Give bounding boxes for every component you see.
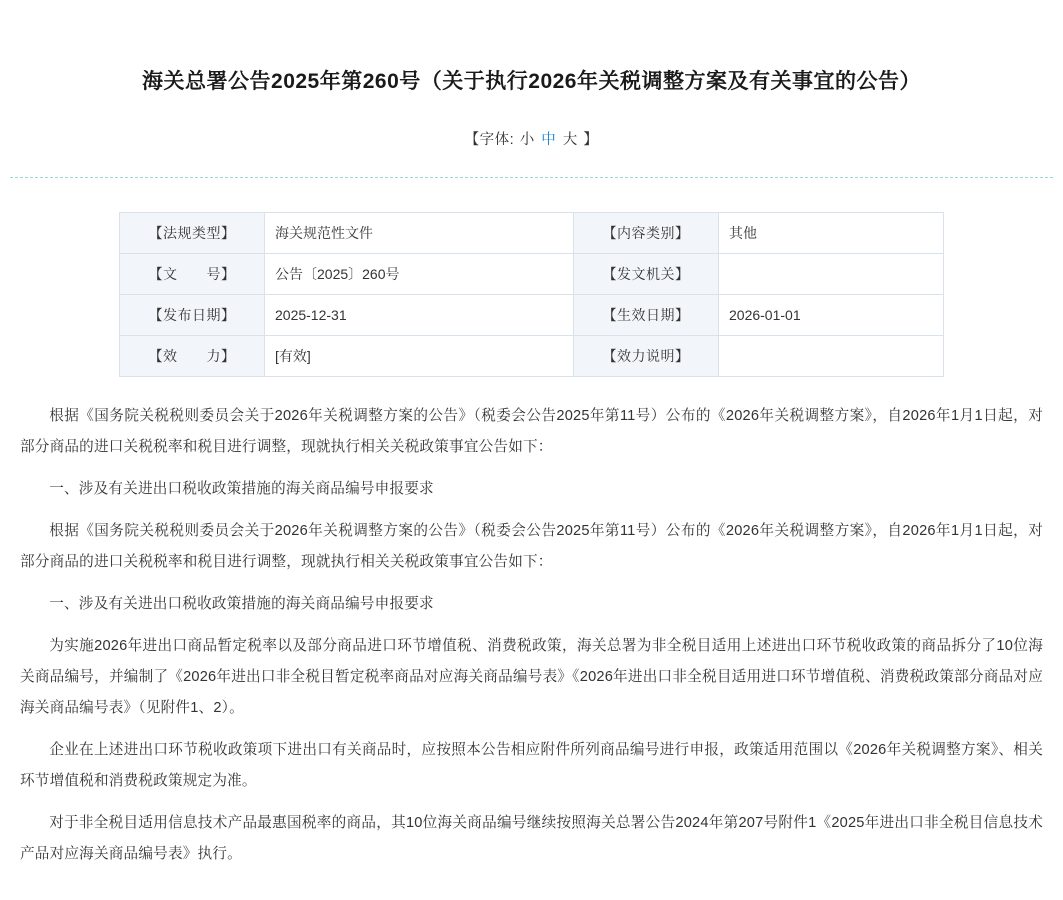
table-row (120, 253, 944, 294)
meta-value-effective-date: 2026-01-01 (719, 294, 944, 335)
meta-value-regulation-type: 海关规范性文件 (265, 212, 574, 253)
meta-key-effective-date: 【生效日期】 (574, 294, 719, 335)
font-size-label: 【字体: (464, 131, 515, 148)
body-paragraph: 根据《国务院关税税则委员会关于2026年关税调整方案的公告》（税委会公告2025年第11号）公布的《2026年关税调整方案》，自2026年1月1日起，对部分商品的进口关税税率和税目进行调整，现就执行相关关税政策事宜公告如下： (20, 522, 1043, 570)
meta-key-validity-note: 【效力说明】 (574, 335, 719, 376)
meta-value-validity-note (719, 335, 944, 376)
meta-key-validity: 【效 力】 (120, 335, 265, 376)
body-paragraph: 一、涉及有关进出口税收政策措施的海关商品编号申报要求 (49, 480, 434, 497)
meta-key-publish-date: 【发布日期】 (120, 294, 265, 335)
table-row (120, 335, 944, 376)
page-title: 海关总署公告2025年第260号（关于执行2026年关税调整方案及有关事宜的公告） (142, 70, 921, 94)
meta-value-validity: [有效] (265, 335, 574, 376)
body-paragraph: 企业在上述进出口环节税收政策项下进出口有关商品时，应按照本公告相应附件所列商品编号进行申报，政策适用范围以《2026年关税调整方案》、相关环节增值税和消费税政策规定为准。 (20, 741, 1043, 789)
meta-value-content-category: 其他 (719, 212, 944, 253)
meta-value-document-number: 公告〔2025〕260号 (265, 253, 574, 294)
meta-key-issuing-agency: 【发文机关】 (574, 253, 719, 294)
table-row (120, 294, 944, 335)
metadata-table (119, 212, 944, 377)
document-body (0, 377, 1063, 900)
metadata-table-container (0, 178, 1063, 377)
font-size-medium[interactable]: 中 (541, 131, 557, 148)
body-paragraph: 为实施2026年进出口商品暂定税率以及部分商品进口环节增值税、消费税政策，海关总署为非全税目适用上述进出口环节税收政策的商品拆分了10位海关商品编号，并编制了《2026年进出口非全税目暂定税率商品对应海关商品编号表》《2026年进出口非全税目适用进口环节增值税、消费税政策部分商品对应海关商品编号表》（见附件1、2）。 (20, 637, 1043, 716)
font-size-large[interactable]: 大 (562, 131, 578, 148)
meta-key-content-category: 【内容类别】 (574, 212, 719, 253)
font-size-suffix: 】 (583, 131, 599, 148)
body-paragraph: 一、涉及有关进出口税收政策措施的海关商品编号申报要求 (49, 595, 434, 612)
meta-key-document-number: 【文 号】 (120, 253, 265, 294)
table-row (120, 212, 944, 253)
meta-value-issuing-agency (719, 253, 944, 294)
body-paragraph: 对于非全税目适用信息技术产品最惠国税率的商品，其10位海关商品编号继续按照海关总署公告2024年第207号附件1《2025年进出口非全税目信息技术产品对应海关商品编号表》执行。 (20, 814, 1043, 862)
meta-value-publish-date: 2025-12-31 (265, 294, 574, 335)
meta-key-regulation-type: 【法规类型】 (120, 212, 265, 253)
font-size-small[interactable]: 小 (519, 131, 535, 148)
body-paragraph: 根据《国务院关税税则委员会关于2026年关税调整方案的公告》（税委会公告2025年第11号）公布的《2026年关税调整方案》，自2026年1月1日起，对部分商品的进口关税税率和税目进行调整，现就执行相关关税政策事宜公告如下： (20, 407, 1043, 455)
font-size-selector[interactable] (0, 128, 1063, 149)
document-page (0, 14, 1063, 900)
